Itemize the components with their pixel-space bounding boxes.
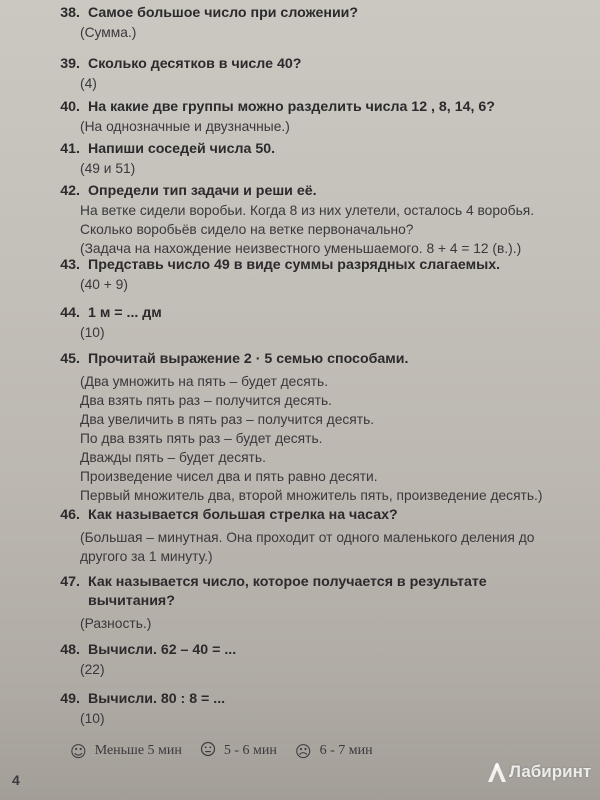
smile-icon: ☺ [70, 741, 87, 761]
question-text: 39. Сколько десятков в числе 40? [60, 56, 302, 72]
legend-label: 6 - 7 мин [319, 743, 373, 758]
question-45 [46, 350, 600, 505]
answer-line: (Сумма.) [80, 25, 137, 40]
answer-line: (Большая – минутная. Она проходит от одного маленького деления до [80, 530, 535, 545]
question-text: 45. Прочитай выражение 2 · 5 семью способами. [60, 351, 409, 367]
answer-line: (4) [80, 76, 97, 91]
sad-face-icon: ☹ [294, 741, 312, 761]
question-text: 48. Вычисли. 62 – 40 = ... [60, 642, 237, 658]
labirint-watermark [486, 760, 591, 784]
answer-line: (22) [80, 662, 105, 677]
question-42 [46, 182, 600, 258]
legend-label: 5 - 6 мин [223, 743, 277, 758]
answer-line: (Разность.) [80, 616, 152, 631]
answer-line: (Два умножить на пять – будет десять. [80, 374, 329, 389]
question-39 [46, 55, 600, 93]
question-38 [46, 4, 600, 42]
answer-line: Дважды пять – будет десять. [80, 450, 266, 465]
question-text: 38. Самое большое число при сложении? [60, 5, 359, 21]
answer-line: (На однозначные и двузначные.) [80, 119, 290, 134]
answer-line: Сколько воробьёв сидело на ветке первоначально? [80, 222, 414, 237]
neutral-face-icon [200, 741, 216, 761]
question-48 [46, 641, 600, 679]
answer-line: другого за 1 минуту.) [80, 549, 213, 564]
page-number: 4 [12, 772, 20, 788]
question-44 [46, 304, 600, 342]
answer-line: (10) [80, 325, 105, 340]
question-text: 47. Как называется число, которое получается в результате [60, 574, 487, 590]
question-text: 41. Напиши соседей числа 50. [60, 141, 276, 157]
legend-label: Меньше 5 мин [94, 743, 182, 758]
answer-line: Два увеличить в пять раз – получится десять. [80, 412, 375, 427]
answer-line: Два взять пять раз – получится десять. [80, 393, 332, 408]
question-40 [46, 98, 600, 136]
answer-line: (49 и 51) [80, 161, 136, 176]
question-text-continued: вычитания? [88, 593, 175, 609]
question-49 [46, 690, 600, 728]
question-text: 40. На какие две группы можно разделить числа 12 , 8, 14, 6? [60, 99, 495, 115]
question-text: 42. Определи тип задачи и реши её. [60, 183, 317, 199]
question-47 [46, 573, 600, 633]
question-text: 44. 1 м = ... дм [60, 305, 162, 321]
answer-line: (10) [80, 711, 105, 726]
watermark-text: Лабиринт [509, 762, 592, 781]
question-41 [46, 140, 600, 178]
question-text: 43. Представь число 49 в виде суммы разрядных слагаемых. [60, 257, 501, 273]
answer-line: Первый множитель два, второй множитель пять, произведение десять.) [80, 488, 543, 503]
answer-line: Произведение чисел два и пять равно десяти. [80, 469, 378, 484]
answer-line: На ветке сидели воробьи. Когда 8 из них улетели, осталось 4 воробья. [80, 203, 535, 218]
answer-line: По два взять пять раз – будет десять. [80, 431, 323, 446]
answer-line: (Задача на нахождение неизвестного уменьшаемого. 8 + 4 = 12 (в.).) [80, 241, 522, 256]
answer-line: (40 + 9) [80, 277, 128, 292]
time-legend [70, 741, 373, 761]
question-text: 49. Вычисли. 80 : 8 = ... [60, 691, 226, 707]
question-text: 46. Как называется большая стрелка на часах? [60, 507, 398, 523]
question-46 [46, 506, 600, 566]
labirint-logo-icon [486, 760, 508, 784]
question-43 [46, 256, 600, 294]
